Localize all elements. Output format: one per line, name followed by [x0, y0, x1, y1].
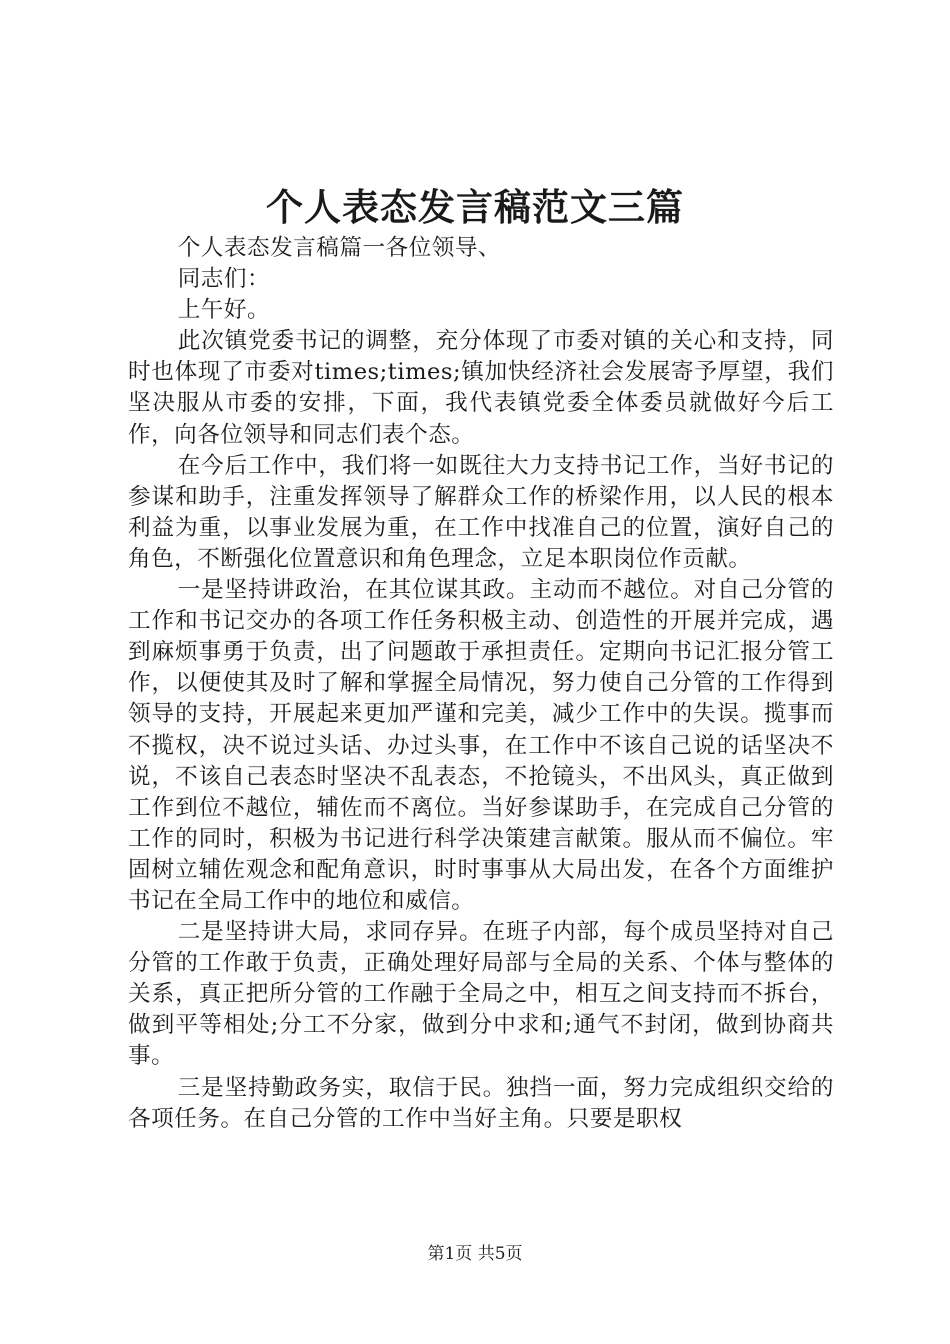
page-number-footer: 第1页 共5页 — [427, 1244, 523, 1264]
document-body — [128, 233, 834, 1135]
paragraph-greeting-leaders: 个人表态发言稿篇一各位领导、 — [177, 235, 502, 261]
paragraph-intro: 此次镇党委书记的调整，充分体现了市委对镇的关心和支持，同时也体现了市委对times;times;镇加快经济社会发展寄予厚望，我们坚决服从市委的安排，下面，我代表镇党委全体委员就做好今后工作，向各位领导和同志们表个态。 — [128, 328, 834, 448]
paragraph-future-work: 在今后工作中，我们将一如既往大力支持书记工作，当好书记的参谋和助手，注重发挥领导了解群众工作的桥梁作用，以人民的根本利益为重，以事业发展为重，在工作中找准自己的位置，演好自己的角色，不断强化位置意识和角色理念，立足本职岗位作贡献。 — [128, 452, 834, 572]
paragraph-point-three: 三是坚持勤政务实，取信于民。独挡一面，努力完成组织交给的各项任务。在自己分管的工作中当好主角。只要是职权 — [128, 1074, 834, 1132]
paragraph-point-two: 二是坚持讲大局，求同存异。在班子内部，每个成员坚持对自己分管的工作敢于负责，正确处理好局部与全局的关系、个体与整体的关系，真正把所分管的工作融于全局之中，相互之间支持而不拆台，做到平等相处;分工不分家，做到分中求和;通气不封闭，做到协商共事。 — [128, 919, 834, 1070]
document-title: 个人表态发言稿范文三篇 — [266, 185, 684, 229]
paragraph-greeting-comrades: 同志们： — [177, 266, 271, 293]
paragraph-point-one: 一是坚持讲政治，在其位谋其政。主动而不越位。对自己分管的工作和书记交办的各项工作任务积极主动、创造性的开展并完成，遇到麻烦事勇于负责，出了问题敢于承担责任。定期向书记汇报分管工作，以便使其及时了解和掌握全局情况，努力使自己分管的工作得到领导的支持，开展起来更加严谨和完美，减少工作中的失误。揽事而不揽权，决不说过头话、办过头事，在工作中不该自己说的话坚决不说，不该自己表态时坚决不乱表态，不抢镜头，不出风头，真正做到工作到位不越位，辅佐而不离位。当好参谋助手，在完成自己分管的工作的同时，积极为书记进行科学决策建言献策。服从而不偏位。牢固树立辅佐观念和配角意识，时时事事从大局出发，在各个方面维护书记在全局工作中的地位和威信。 — [128, 577, 834, 914]
paragraph-good-morning: 上午好。 — [177, 297, 271, 324]
